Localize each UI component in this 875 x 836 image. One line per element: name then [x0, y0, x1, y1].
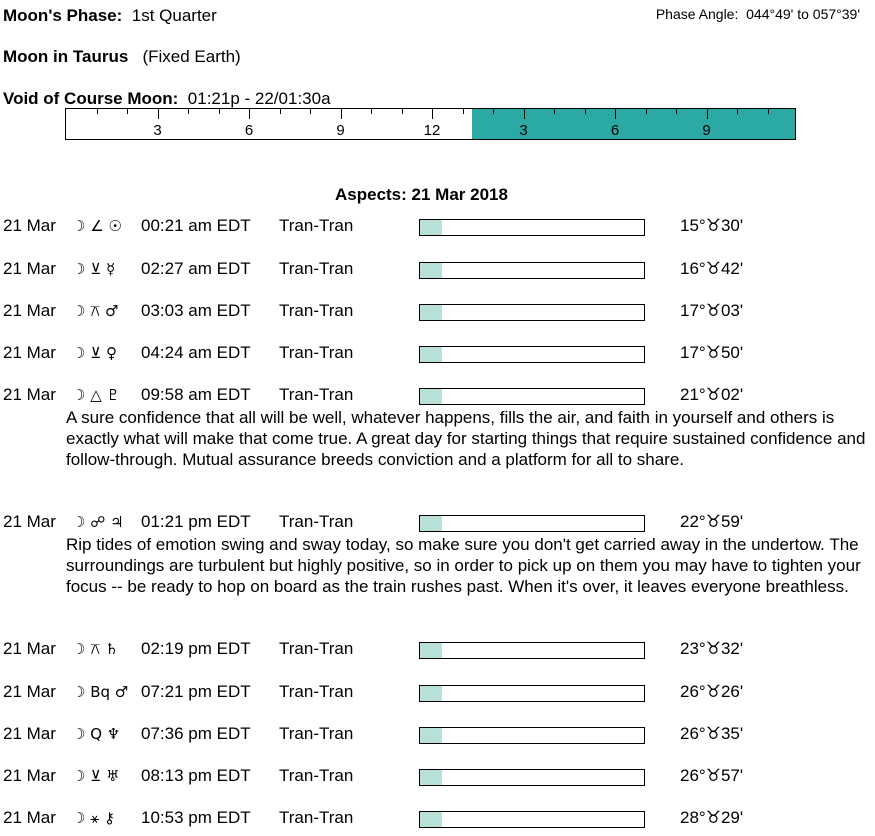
aspect-description: Rip tides of emotion swing and sway today, so make sure you don't get carried away in the undertow. The surroundings are turbulent but highly positive, so in order to pick up on them you may have to tighten your focus -- be ready to hop on board as the train rushes past. When it's over, it leaves everyone breathless. — [66, 535, 861, 596]
timeline-tick-label: 9 — [702, 122, 711, 139]
aspect-glyphs: ☽ ⚻ ♄ — [72, 640, 119, 658]
aspect-strength-bar — [419, 642, 645, 659]
timeline-tick — [646, 109, 647, 114]
timeline-tick — [463, 109, 464, 114]
aspect-position: 17°♉50' — [680, 343, 744, 362]
aspect-time: 09:58 am EDT — [141, 385, 251, 404]
aspect-type: Tran-Tran — [279, 343, 354, 362]
aspect-time: 00:21 am EDT — [141, 216, 251, 235]
timeline-tick-label: 3 — [519, 122, 528, 139]
aspect-type: Tran-Tran — [279, 766, 354, 785]
aspect-strength-fill — [420, 770, 442, 785]
moon-sign — [3, 47, 241, 67]
aspect-glyphs: ☽ △ ♇ — [72, 386, 120, 404]
timeline-tick — [219, 109, 220, 114]
aspect-row — [0, 512, 875, 534]
aspect-strength-bar — [419, 388, 645, 405]
timeline-tick — [280, 109, 281, 114]
aspect-type: Tran-Tran — [279, 216, 354, 235]
aspect-glyphs: ☽ Bq ♂ — [72, 683, 129, 701]
aspect-strength-fill — [420, 812, 442, 827]
aspect-strength-fill — [420, 686, 442, 701]
aspect-row — [0, 385, 875, 407]
void-of-course-value: 01:21p - 22/01:30a — [187, 89, 331, 108]
aspect-strength-bar — [419, 304, 645, 321]
aspect-type: Tran-Tran — [279, 639, 354, 658]
timeline-tick — [97, 109, 98, 114]
aspect-strength-bar — [419, 727, 645, 744]
aspect-row — [0, 343, 875, 365]
aspect-date: 21 Mar — [3, 639, 56, 658]
aspect-strength-bar — [419, 262, 645, 279]
moon-phase-label: Moon's Phase: — [3, 6, 123, 25]
phase-angle — [656, 6, 860, 22]
aspect-type: Tran-Tran — [279, 301, 354, 320]
aspect-type: Tran-Tran — [279, 385, 354, 404]
aspect-type: Tran-Tran — [279, 808, 354, 827]
aspect-time: 03:03 am EDT — [141, 301, 251, 320]
aspect-type: Tran-Tran — [279, 512, 354, 531]
aspect-strength-fill — [420, 728, 442, 743]
aspect-position: 21°♉02' — [680, 385, 744, 404]
timeline-tick — [249, 109, 250, 119]
aspect-glyphs: ☽ ⊻ ☿ — [72, 260, 116, 278]
aspect-position: 26°♉57' — [680, 766, 744, 785]
aspect-date: 21 Mar — [3, 301, 56, 320]
timeline-tick — [158, 109, 159, 119]
aspect-row — [0, 682, 875, 704]
aspect-strength-fill — [420, 220, 442, 235]
timeline-tick-label: 12 — [423, 122, 441, 139]
timeline-tick-label: 3 — [153, 122, 162, 139]
aspect-row — [0, 639, 875, 661]
aspect-date: 21 Mar — [3, 766, 56, 785]
aspect-row — [0, 216, 875, 238]
aspect-row — [0, 766, 875, 788]
aspect-glyphs: ☽ ☍ ♃ — [72, 513, 124, 531]
aspects-title: Aspects: 21 Mar 2018 — [335, 185, 508, 204]
timeline-tick — [402, 109, 403, 114]
aspect-position: 26°♉35' — [680, 724, 744, 743]
phase-angle-label: Phase Angle: — [655, 6, 739, 22]
aspect-strength-bar — [419, 811, 645, 828]
aspect-glyphs: ☽ ⊻ ♅ — [72, 767, 120, 785]
aspect-description: A sure confidence that all will be well, whatever happens, fills the air, and faith in yourself and others is exactly what will make that come true. A great day for starting things that require sustained confidence and follow-through. Mutual assurance breeds conviction and a platform for all to share. — [66, 408, 866, 469]
aspect-date: 21 Mar — [3, 724, 56, 743]
aspect-strength-fill — [420, 643, 442, 658]
timeline-tick — [615, 109, 616, 119]
aspect-glyphs: ☽ ∠ ☉ — [72, 217, 122, 235]
timeline-tick — [524, 109, 525, 119]
timeline-tick-label: 6 — [610, 122, 620, 139]
aspect-strength-fill — [420, 389, 442, 404]
aspect-glyphs: ☽ ⚻ ♂ — [72, 302, 119, 320]
aspect-time: 01:21 pm EDT — [141, 512, 251, 531]
aspect-strength-fill — [420, 263, 442, 278]
moon-phase — [3, 6, 217, 26]
timeline-tick — [188, 109, 189, 114]
aspect-row — [0, 808, 875, 830]
timeline-tick — [371, 109, 372, 114]
aspect-date: 21 Mar — [3, 343, 56, 362]
aspect-date: 21 Mar — [3, 216, 56, 235]
aspect-glyphs: ☽ ⚹ ⚷ — [72, 809, 115, 827]
aspect-time: 02:19 pm EDT — [141, 639, 251, 658]
aspect-position: 22°♉59' — [680, 512, 744, 531]
aspect-strength-bar — [419, 769, 645, 786]
aspect-position: 26°♉26' — [680, 682, 744, 701]
aspect-position: 15°♉30' — [680, 216, 744, 235]
aspect-position: 23°♉32' — [680, 639, 744, 658]
aspect-date: 21 Mar — [3, 512, 56, 531]
timeline-tick — [707, 109, 708, 119]
phase-angle-value: 044°49' to 057°39' — [746, 6, 860, 22]
aspect-strength-fill — [420, 347, 442, 362]
timeline-tick — [127, 109, 128, 114]
aspect-strength-bar — [419, 219, 645, 236]
aspect-time: 02:27 am EDT — [141, 259, 251, 278]
aspect-time: 04:24 am EDT — [141, 343, 251, 362]
aspect-position: 28°♉29' — [680, 808, 744, 827]
aspect-strength-bar — [419, 685, 645, 702]
aspect-row — [0, 724, 875, 746]
aspect-time: 07:21 pm EDT — [141, 682, 251, 701]
aspect-date: 21 Mar — [3, 808, 56, 827]
moon-sign-label: Moon in Taurus — [3, 47, 129, 66]
aspect-date: 21 Mar — [3, 385, 56, 404]
aspect-type: Tran-Tran — [279, 682, 354, 701]
void-of-course — [3, 89, 331, 109]
aspect-type: Tran-Tran — [279, 259, 354, 278]
timeline-tick-label: 9 — [336, 122, 345, 139]
aspect-position: 17°♉03' — [680, 301, 744, 320]
timeline-tick — [432, 109, 433, 119]
aspect-row — [0, 301, 875, 323]
aspect-glyphs: ☽ ⊻ ♀ — [72, 344, 117, 362]
aspect-strength-bar — [419, 515, 645, 532]
moon-sign-value: (Fixed Earth) — [142, 47, 241, 66]
aspect-time: 07:36 pm EDT — [141, 724, 251, 743]
aspect-type: Tran-Tran — [279, 724, 354, 743]
moon-phase-value: 1st Quarter — [131, 6, 217, 25]
aspect-strength-fill — [420, 305, 442, 320]
void-of-course-label: Void of Course Moon: — [3, 89, 179, 108]
timeline-tick — [768, 109, 769, 114]
timeline-tick — [554, 109, 555, 114]
timeline-tick — [676, 109, 677, 114]
timeline-tick — [737, 109, 738, 114]
timeline-tick — [585, 109, 586, 114]
aspect-strength-fill — [420, 516, 442, 531]
aspect-time: 08:13 pm EDT — [141, 766, 251, 785]
timeline-tick — [310, 109, 311, 114]
aspect-time: 10:53 pm EDT — [141, 808, 251, 827]
aspect-strength-bar — [419, 346, 645, 363]
aspect-glyphs: ☽ Q ♆ — [72, 725, 121, 743]
void-timeline — [65, 108, 796, 140]
aspect-position: 16°♉42' — [680, 259, 744, 278]
aspect-date: 21 Mar — [3, 259, 56, 278]
aspect-date: 21 Mar — [3, 682, 56, 701]
aspect-row — [0, 259, 875, 281]
timeline-tick — [493, 109, 494, 114]
timeline-tick-label: 6 — [244, 122, 254, 139]
timeline-tick — [341, 109, 342, 119]
